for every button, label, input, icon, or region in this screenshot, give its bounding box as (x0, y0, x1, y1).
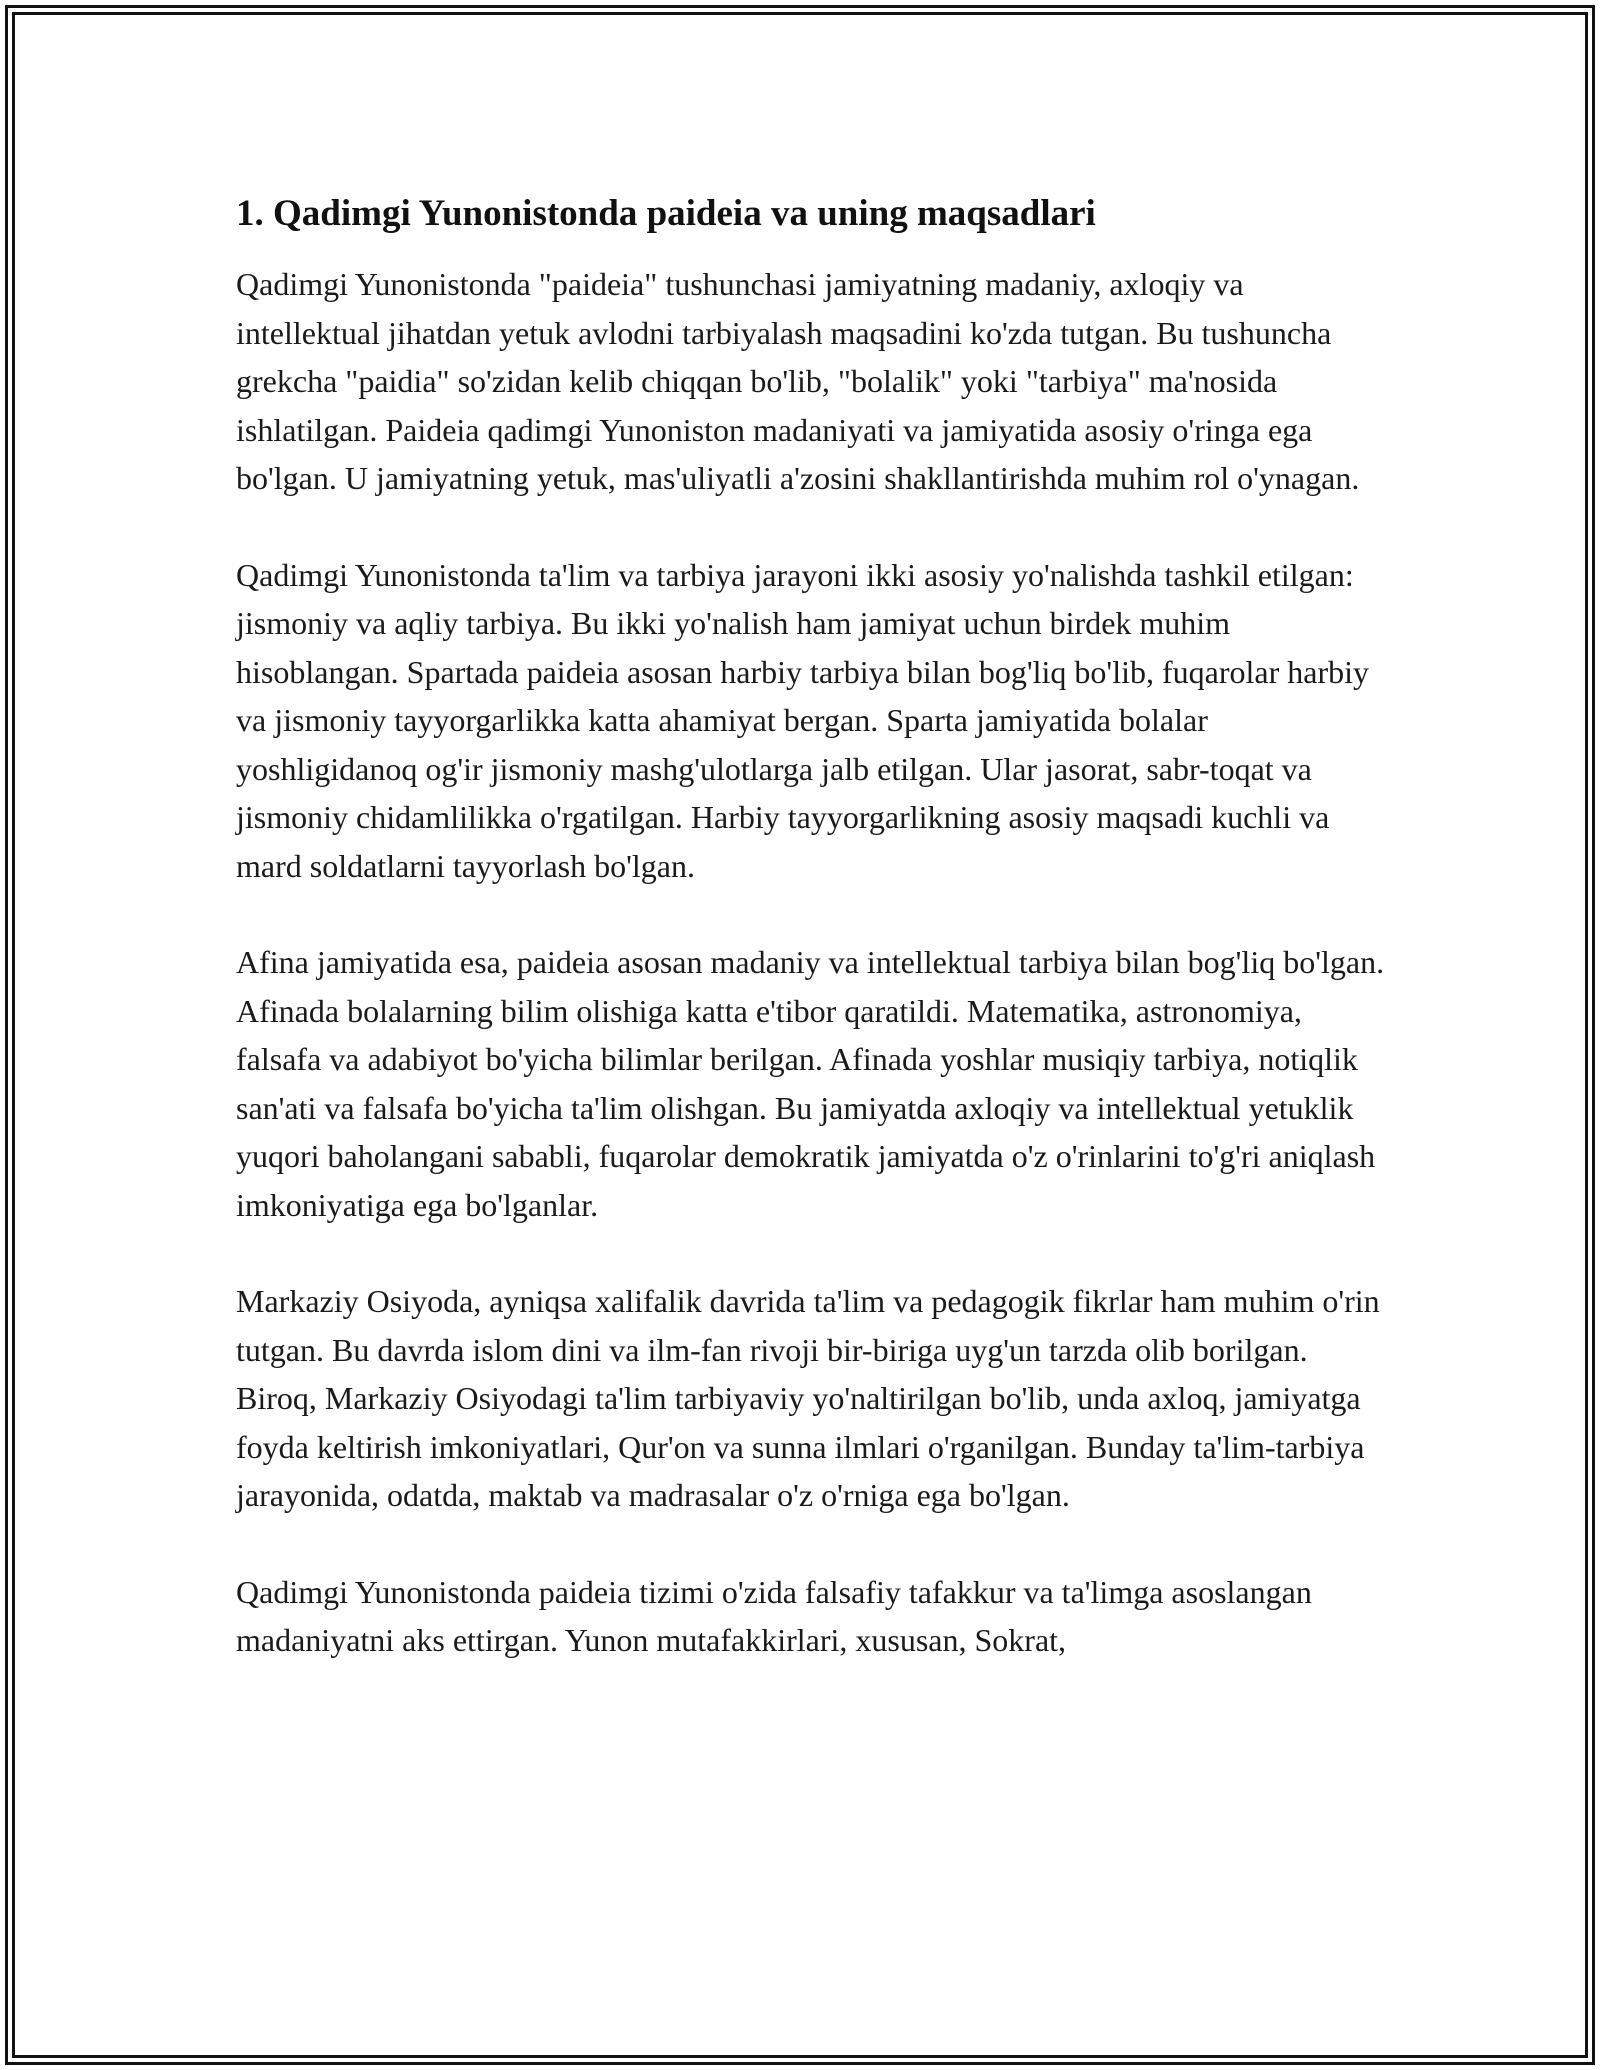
paragraph-philosophical-thought: Qadimgi Yunonistonda paideia tizimi o'zida falsafiy tafakkur va ta'limga asoslangan madaniyatni aks ettirgan. Yunon mutafakkirlari, xususan, Sokrat, (236, 1573, 1312, 1658)
document-body (236, 188, 1386, 1665)
paragraph-sparta-education: Qadimgi Yunonistonda ta'lim va tarbiya jarayoni ikki asosiy yo'nalishda tashkil etilgan: jismoniy va aqliy tarbiya. Bu ikki yo'nalish ham jamiyat uchun birdek muhim hisoblangan. Spartada paideia asosan harbiy tarbiya bilan bog'liq bo'lib, fuqarolar harbiy va jismoniy tayyorgarlikka katta ahamiyat bergan. Sparta jamiyatida bolalar yoshligidanoq og'ir jismoniy mashg'ulotlarga jalb etilgan. Ular jasorat, sabr-toqat va jismoniy chidamlilikka o'rgatilgan. Harbiy tayyorgarlikning asosiy maqsadi kuchli va mard soldatlarni tayyorlash bo'lgan. (236, 556, 1369, 884)
paragraph-central-asia-education: Markaziy Osiyoda, ayniqsa xalifalik davrida ta'lim va pedagogik fikrlar ham muhim o'rin tutgan. Bu davrda islom dini va ilm-fan rivoji bir-biriga uyg'un tarzda olib borilgan. Biroq, Markaziy Osiyodagi ta'lim tarbiyaviy yo'naltirilgan bo'lib, unda axloq, jamiyatga foyda keltirish imkoniyatlari, Qur'on va sunna ilmlari o'rganilgan. Bunday ta'lim-tarbiya jarayonida, odatda, maktab va madrasalar o'z o'rniga ega bo'lgan. (236, 1283, 1380, 1513)
paragraph-paideia-definition: Qadimgi Yunonistonda "paideia" tushunchasi jamiyatning madaniy, axloqiy va intellektual jihatdan yetuk avlodni tarbiyalash maqsadini ko'zda tutgan. Bu tushuncha grekcha "paidia" so'zidan kelib chiqqan bo'lib, "bolalik" yoki "tarbiya" ma'nosida ishlatilgan. Paideia qadimgi Yunoniston madaniyati va jamiyatida asosiy o'ringa ega bo'lgan. U jamiyatning yetuk, mas'uliyatli a'zosini shakllantirishda muhim rol o'ynagan. (236, 266, 1360, 496)
paragraph-athens-education: Afina jamiyatida esa, paideia asosan madaniy va intellektual tarbiya bilan bog'liq bo'lgan. Afinada bolalarning bilim olishiga katta e'tibor qaratildi. Matematika, astronomiya, falsafa va adabiyot bo'yicha bilimlar berilgan. Afinada yoshlar musiqiy tarbiya, notiqlik san'ati va falsafa bo'yicha ta'lim olishgan. Bu jamiyatda axloqiy va intellektual yetuklik yuqori baholangani sababli, fuqarolar demokratik jamiyatda o'z o'rinlarini to'g'ri aniqlash imkoniyatiga ega bo'lganlar. (236, 944, 1385, 1223)
section-heading: 1. Qadimgi Yunonistonda paideia va uning maqsadlari (236, 193, 1096, 234)
